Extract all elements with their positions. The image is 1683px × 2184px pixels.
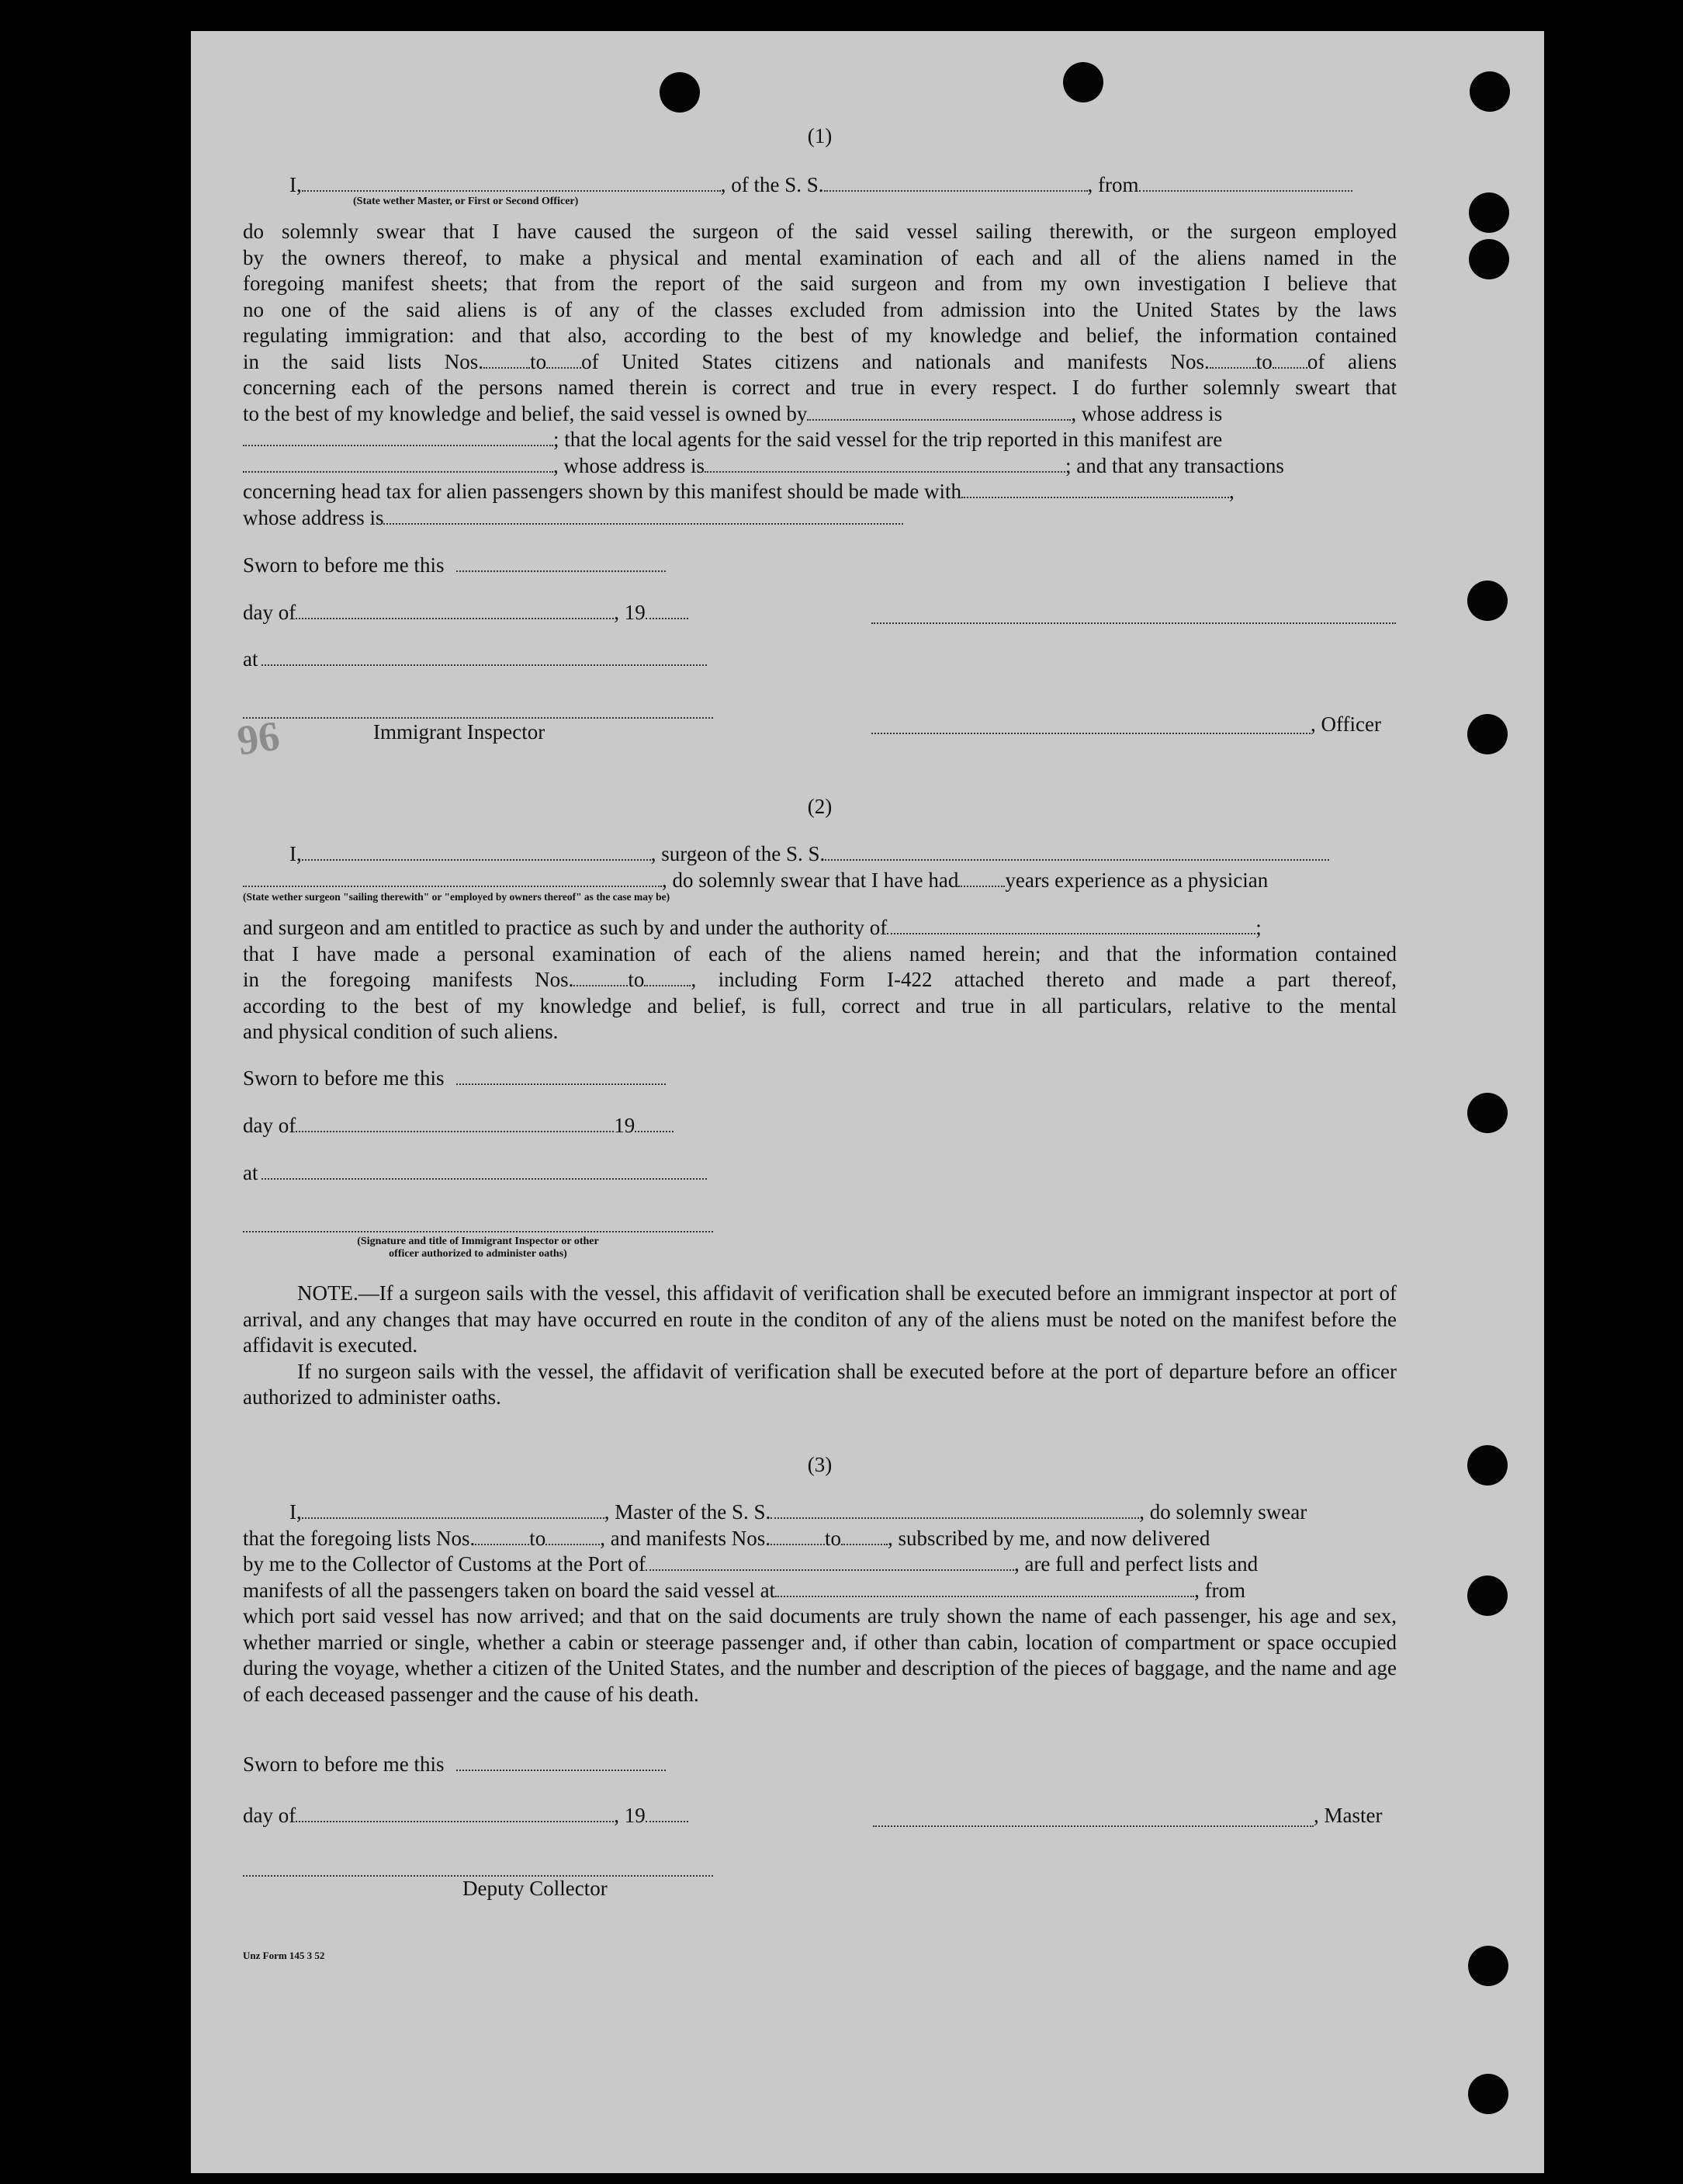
sworn-label: Sworn to before me this <box>243 1752 666 1777</box>
at-label: at <box>243 647 707 671</box>
text-line: by the owners thereof, to make a physical and mental examination of each and all of the aliens named in the <box>243 245 1397 269</box>
years-field[interactable] <box>958 885 1005 887</box>
master-line: I, , of the S. S. , from <box>243 172 1397 198</box>
place-field[interactable] <box>261 664 707 666</box>
section-number: (2) <box>807 795 833 818</box>
head-tax-line: concerning head tax for alien passengers shown by this manifest should be made with , <box>243 480 1235 503</box>
agents-address-field[interactable] <box>705 470 1065 473</box>
manifests-line: in the foregoing manifests Nos. to , including Form I-422 attached thereto and made a part thereof, <box>243 968 1397 991</box>
authority-field[interactable] <box>887 932 1255 934</box>
punch-hole <box>1467 714 1508 754</box>
declaration-paragraph: which port said vessel has now arrived; and that on the said documents are truly shown the name of each passenger, his age and sex, whether married or single, whether a cabin or steerage passenger and, if other than cabin, location of compartment or space occupied during the voyage, whether a citizen of the United States, and the number and description of the pieces of baggage, and the name and age of each deceased passenger and the cause of his death. <box>243 1604 1397 1706</box>
owner-line: to the best of my knowledge and belief, the said vessel is owned by , whose address is <box>243 401 1223 425</box>
sworn-label: Sworn to before me this <box>243 553 666 577</box>
bleed-through-mark: 96 <box>234 712 282 764</box>
text-line: do solemnly swear that I have caused the surgeon of the said vessel sailing therewith, or the surgeon employed <box>243 220 1397 243</box>
punch-hole <box>660 72 700 113</box>
form-id: Unz Form 145 3 52 <box>243 1950 325 1961</box>
text-line: foregoing manifest sheets; that from the report of the said surgeon and from my own investigation I believe that <box>243 272 1397 295</box>
contact-address-field[interactable] <box>383 522 903 525</box>
inspector-signature-line[interactable] <box>243 1231 713 1232</box>
year-field[interactable] <box>635 1130 674 1132</box>
at-label: at <box>243 1161 707 1185</box>
day-of-label: day of 19 <box>243 1114 674 1138</box>
day-of-label: day of , 19 <box>243 1804 688 1828</box>
section-number: (3) <box>807 1453 833 1476</box>
year-field[interactable] <box>646 617 688 619</box>
vessel-name-field[interactable] <box>771 1517 1139 1519</box>
text-line: regulating immigration: and that also, according to the best of my knowledge and belief, the information contained <box>243 324 1397 347</box>
manifest-from-field[interactable] <box>1210 366 1256 369</box>
note-paragraph-2: If no surgeon sails with the vessel, the affidavit of verification shall be executed before at the port of departure before an officer authorized to administer oaths. <box>243 1359 1397 1409</box>
day-of-label: day of , 19 <box>243 601 688 625</box>
list-from-field[interactable] <box>475 1543 529 1545</box>
port-field[interactable] <box>646 1569 1014 1571</box>
master-signature-line[interactable] <box>873 1825 1314 1827</box>
punch-hole <box>1469 239 1509 279</box>
master-name-field[interactable] <box>302 1517 604 1519</box>
inspector-signature-line[interactable] <box>243 717 713 719</box>
month-field[interactable] <box>296 617 614 619</box>
manifest-from-field[interactable] <box>771 1543 825 1545</box>
collector-label: Deputy Collector <box>462 1877 608 1900</box>
master-line: I, , Master of the S. S. , do solemnly swear <box>289 1500 1307 1524</box>
list-to-field[interactable] <box>546 366 581 369</box>
owner-field[interactable] <box>807 418 1071 421</box>
boarding-line: manifests of all the passengers taken on board the said vessel at , from <box>243 1578 1246 1602</box>
master-label: , Master <box>1314 1804 1383 1827</box>
owner-address-field[interactable] <box>243 444 553 446</box>
text-line: concerning each of the persons named therein is correct and true in every respect. I do further solemnly sweart that <box>243 376 1397 399</box>
manifest-from-field[interactable] <box>573 984 628 986</box>
vessel-name-field[interactable] <box>824 189 1088 192</box>
agents-address-line: , whose address is ; and that any transactions <box>243 453 1397 479</box>
punch-hole <box>1468 2074 1508 2114</box>
lists-line: that the foregoing lists Nos. to , and manifests Nos. to , subscribed by me, and now delivered <box>243 1526 1210 1550</box>
manifest-to-field[interactable] <box>1273 366 1307 369</box>
sworn-day-field[interactable] <box>456 1769 666 1771</box>
month-field[interactable] <box>296 1130 614 1132</box>
lists-line: in the said lists Nos. to of United States citizens and nationals and manifests Nos. to of aliens <box>243 349 1397 373</box>
port-line: by me to the Collector of Customs at the Port of , are full and perfect lists and <box>243 1552 1259 1576</box>
inspector-label: Immigrant Inspector <box>373 720 545 744</box>
officer-signature-line[interactable] <box>871 733 1311 734</box>
manifest-to-field[interactable] <box>841 1543 888 1545</box>
note-paragraph-1: NOTE.—If a surgeon sails with the vessel, this affidavit of verification shall be executed before an immigrant inspector at port of arrival, and any changes that may have occurred en route in the conditon of any of the aliens must be noted on the manifest before the affidavit is executed. <box>243 1281 1397 1357</box>
text-line: and physical condition of such aliens. <box>243 1020 559 1043</box>
experience-line: , do solemnly swear that I have had years experience as a physician <box>243 868 1397 893</box>
surgeon-line: I, , surgeon of the S. S. <box>243 841 1397 867</box>
list-from-field[interactable] <box>483 366 530 369</box>
punch-hole <box>1467 1576 1508 1616</box>
punch-hole <box>1469 192 1509 233</box>
surgeon-name-field[interactable] <box>302 858 651 861</box>
punch-hole <box>1468 1946 1508 1986</box>
signature-line[interactable] <box>871 622 1396 624</box>
punch-hole <box>1063 62 1103 102</box>
punch-hole <box>1467 581 1508 621</box>
sworn-day-field[interactable] <box>456 570 666 572</box>
boarding-port-field[interactable] <box>775 1595 1194 1597</box>
punch-hole <box>1470 71 1510 112</box>
sworn-day-field[interactable] <box>456 1083 666 1085</box>
text-line: no one of the said aliens is of any of the classes excluded from admission into the United States by the laws <box>243 297 1397 321</box>
place-field[interactable] <box>261 1177 707 1180</box>
section-number: (1) <box>807 124 833 147</box>
year-field[interactable] <box>646 1820 688 1822</box>
sworn-label: Sworn to before me this <box>243 1066 666 1090</box>
head-tax-contact-field[interactable] <box>961 496 1229 498</box>
surgeon-type-field[interactable] <box>243 885 662 887</box>
manifest-to-field[interactable] <box>644 984 691 986</box>
agents-line: ; that the local agents for the said vessel for the trip reported in this manifest are <box>243 427 1397 452</box>
master-field-note: (State wether Master, or First or Second Officer) <box>353 196 579 207</box>
signature-note: (Signature and title of Immigrant Inspector or other officer authorized to administer oaths) <box>357 1236 599 1260</box>
text-line: that I have made a personal examination of each of the aliens named herein; and that the information contained <box>243 941 1397 965</box>
from-port-field[interactable] <box>1139 189 1352 192</box>
surgeon-vessel-field[interactable] <box>825 858 1329 861</box>
list-to-field[interactable] <box>545 1543 600 1545</box>
text-line: according to the best of my knowledge and belief, is full, correct and true in all particulars, relative to the mental <box>243 993 1397 1017</box>
officer-label: , Officer <box>1311 712 1381 736</box>
punch-hole <box>1467 1445 1508 1485</box>
authority-line: and surgeon and am entitled to practice as such by and under the authority of ; <box>243 916 1262 939</box>
surgeon-field-note: (State wether surgeon "sailing therewith" or "employed by owners thereof" as the case may be) <box>243 891 670 903</box>
punch-hole <box>1467 1093 1508 1133</box>
master-name-field[interactable] <box>302 189 721 192</box>
contact-address-line: whose address is <box>243 505 1397 531</box>
agents-field[interactable] <box>243 470 553 473</box>
month-field[interactable] <box>296 1820 614 1822</box>
